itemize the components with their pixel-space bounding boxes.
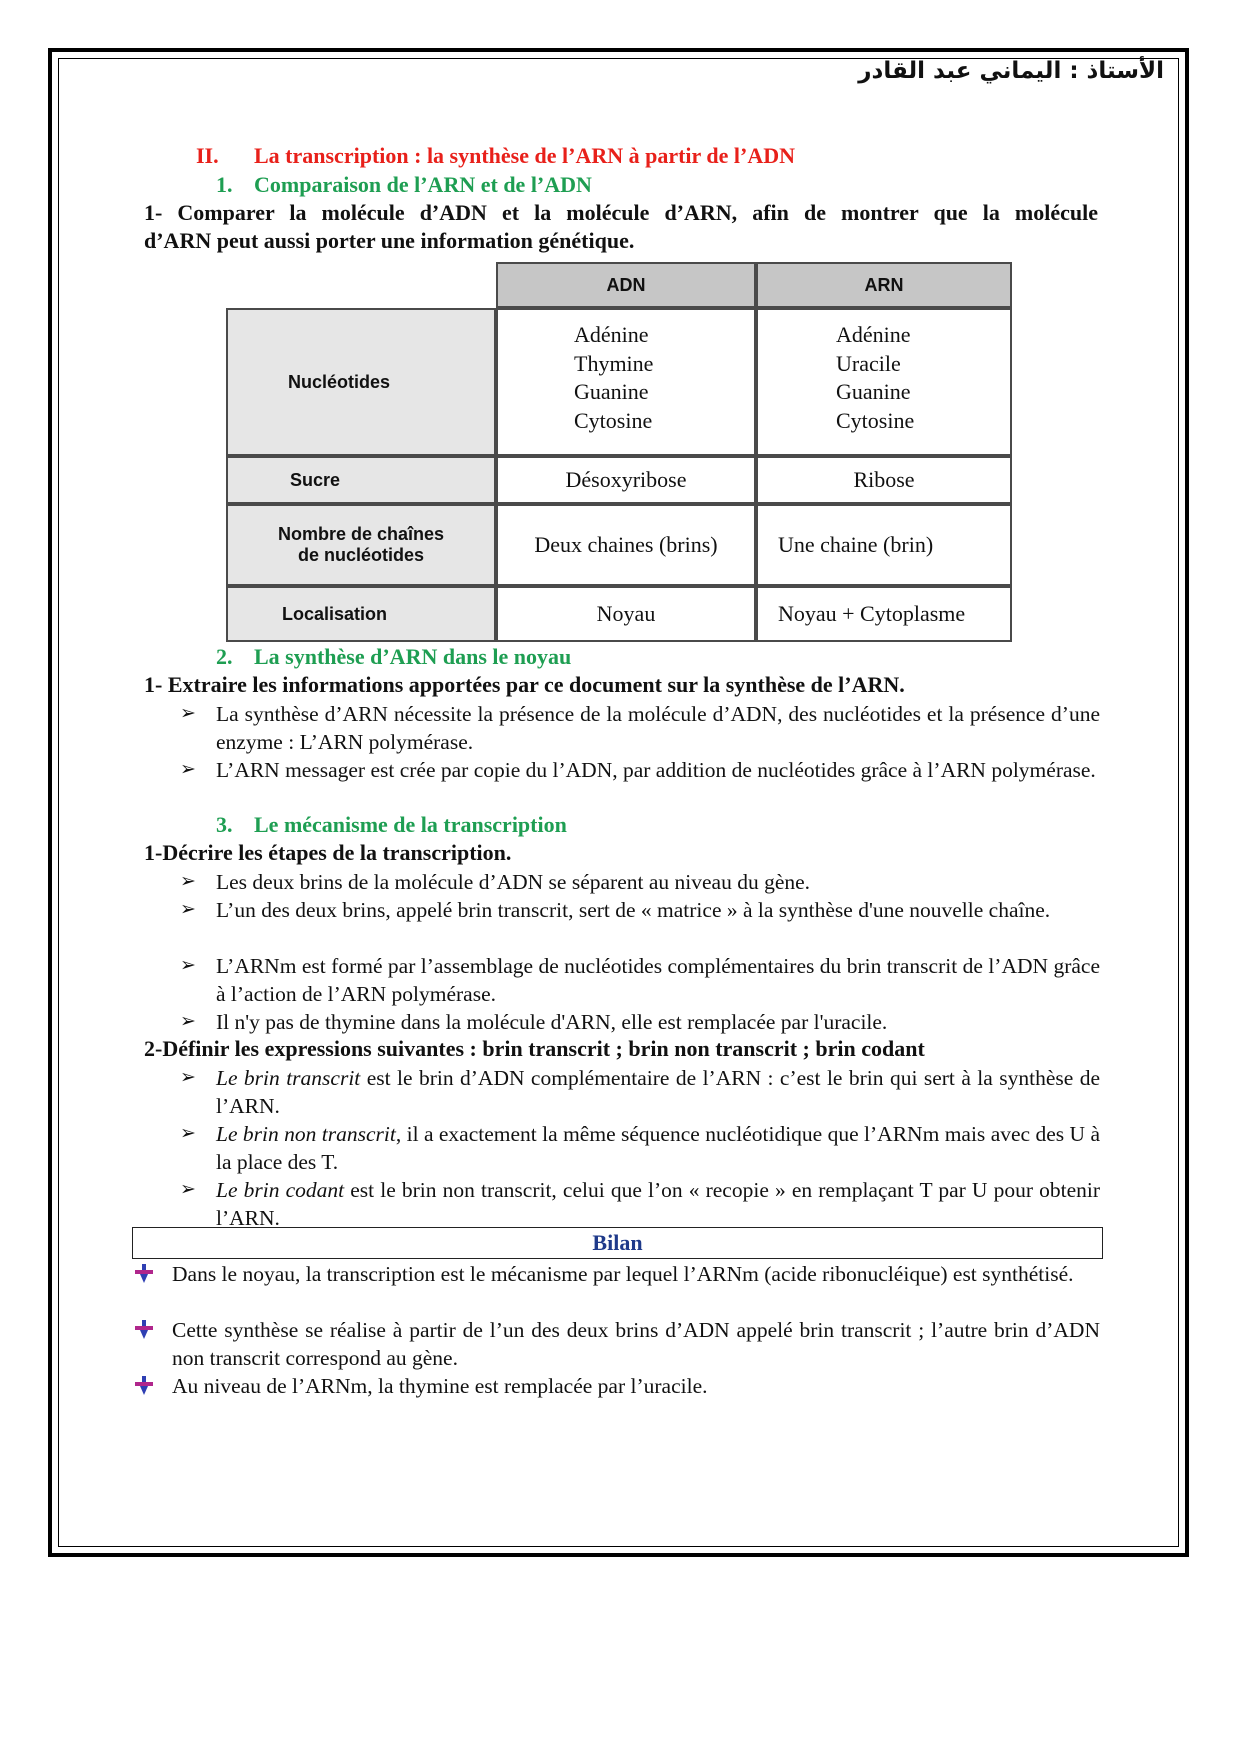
table-cell-text: Guanine — [836, 379, 911, 404]
table-cell-text: Uracile — [836, 350, 901, 376]
subsection-number: 3. — [216, 812, 233, 837]
bilan-item: Dans le noyau, la transcription est le mécanisme par lequel l’ARNm (acide ribonucléique) est synthétisé. — [172, 1262, 1074, 1286]
list-item: Il n'y pas de thymine dans la molécule d'ARN, elle est remplacée par l'uracile. — [216, 1010, 888, 1034]
comparison-table — [226, 262, 1012, 642]
question-3: 1-Décrire les étapes de la transcription. — [144, 840, 512, 865]
table-cell-arn-sucre: Ribose — [756, 456, 1012, 504]
subsection-title: Comparaison de l’ARN et de l’ADN — [254, 172, 592, 197]
arrow-bullet-icon: ➢ — [180, 702, 196, 724]
table-cell-adn-chaines: Deux chaines (brins) — [496, 504, 756, 586]
pushpin-bullet-icon — [135, 1264, 153, 1284]
section-title: La transcription : la synthèse de l’ARN à partir de l’ADN — [254, 143, 796, 168]
definition-text: , il a exactement la même séquence nucléotidique que l’ARNm mais avec des U à la place des T. — [216, 1122, 1100, 1174]
table-cell-adn-nucleotides — [496, 308, 756, 456]
definition-text: est le brin non transcrit, celui que l’on « recopie » en remplaçant T par U pour obtenir l’ARN. — [216, 1178, 1101, 1230]
definition-term: Le brin non transcrit — [216, 1122, 396, 1146]
row-label-nucleotides: Nucléotides — [226, 308, 496, 456]
subsection-heading-1 — [216, 172, 592, 198]
table-cell-text: Guanine — [574, 379, 649, 404]
subsection-number: 2. — [216, 644, 233, 669]
list-item: L’ARNm est formé par l’assemblage de nucléotides complémentaires du brin transcrit de l’ADN grâce à l’action de l’ARN polymérase. — [216, 954, 1100, 1006]
row-label-line: Nombre de chaînes — [277, 524, 445, 544]
list-item: La synthèse d’ARN nécessite la présence de la molécule d’ADN, des nucléotides et la présence d’une enzyme : L’ARN polymérase. — [216, 702, 1100, 754]
table-header-arn: ARN — [756, 262, 1012, 308]
table-cell-adn-sucre: Désoxyribose — [496, 456, 756, 504]
row-label-sucre: Sucre — [226, 456, 496, 504]
question-4: 2-Définir les expressions suivantes : brin transcrit ; brin non transcrit ; brin codant — [144, 1036, 925, 1061]
section-number: II. — [196, 143, 219, 168]
arrow-bullet-icon: ➢ — [180, 870, 196, 892]
bilan-item: Au niveau de l’ARNm, la thymine est remplacée par l’uracile. — [172, 1374, 708, 1398]
definition-term: Le brin transcrit — [216, 1066, 361, 1090]
list-item: L’un des deux brins, appelé brin transcrit, sert de « matrice » à la synthèse d'une nouvelle chaîne. — [216, 898, 1051, 922]
arrow-bullet-icon: ➢ — [180, 1122, 196, 1144]
arrow-bullet-icon: ➢ — [180, 954, 196, 976]
list-item: Les deux brins de la molécule d’ADN se séparent au niveau du gène. — [216, 870, 811, 894]
arrow-bullet-icon: ➢ — [180, 758, 196, 780]
row-label-chaines — [226, 504, 496, 586]
subsection-heading-3 — [216, 812, 567, 838]
definition-text: est le brin d’ADN complémentaire de l’ARN : c’est le brin qui sert à la synthèse de l’ARN. — [216, 1066, 1100, 1118]
table-cell-text: Adénine — [574, 322, 649, 347]
table-cell-text: Cytosine — [574, 407, 653, 433]
definition-item — [216, 1120, 1100, 1176]
author-header: الأستاذ : اليماني عبد القادر — [858, 58, 1164, 84]
table-cell-text: Cytosine — [836, 407, 915, 433]
table-cell-arn-chaines: Une chaine (brin) — [756, 504, 1012, 586]
question-1-line2: d’ARN peut aussi porter une information génétique. — [144, 228, 635, 253]
row-label-line: de nucléotides — [297, 545, 425, 565]
pushpin-bullet-icon — [135, 1376, 153, 1396]
section-heading — [196, 143, 795, 169]
definition-term: Le brin codant — [216, 1178, 345, 1202]
definition-item — [216, 1064, 1100, 1120]
question-2: 1- Extraire les informations apportées par ce document sur la synthèse de l’ARN. — [144, 672, 905, 697]
bilan-title-box: Bilan — [132, 1227, 1103, 1259]
subsection-title: La synthèse d’ARN dans le noyau — [254, 644, 572, 669]
table-cell-arn-localisation: Noyau + Cytoplasme — [756, 586, 1012, 642]
table-cell-text: Thymine — [574, 350, 654, 376]
pushpin-bullet-icon — [135, 1320, 153, 1340]
definition-item — [216, 1176, 1100, 1232]
arrow-bullet-icon: ➢ — [180, 1010, 196, 1032]
list-item: L’ARN messager est crée par copie du l’ADN, par addition de nucléotides grâce à l’ARN polymérase. — [216, 758, 1096, 782]
table-cell-arn-nucleotides — [756, 308, 1012, 456]
bilan-item: Cette synthèse se réalise à partir de l’un des deux brins d’ADN appelé brin transcrit ; l’autre brin d’ADN non transcrit correspond au gène. — [172, 1318, 1100, 1370]
table-cell-text: Adénine — [836, 322, 911, 347]
subsection-number: 1. — [216, 172, 233, 197]
question-1-line1: 1- Comparer la molécule d’ADN et la molécule d’ARN, afin de montrer que la molécule — [144, 200, 1098, 225]
table-cell-adn-localisation: Noyau — [496, 586, 756, 642]
subsection-title: Le mécanisme de la transcription — [254, 812, 567, 837]
arrow-bullet-icon: ➢ — [180, 1178, 196, 1200]
arrow-bullet-icon: ➢ — [180, 1066, 196, 1088]
subsection-heading-2 — [216, 644, 571, 670]
arrow-bullet-icon: ➢ — [180, 898, 196, 920]
table-header-adn: ADN — [496, 262, 756, 308]
row-label-localisation: Localisation — [226, 586, 496, 642]
